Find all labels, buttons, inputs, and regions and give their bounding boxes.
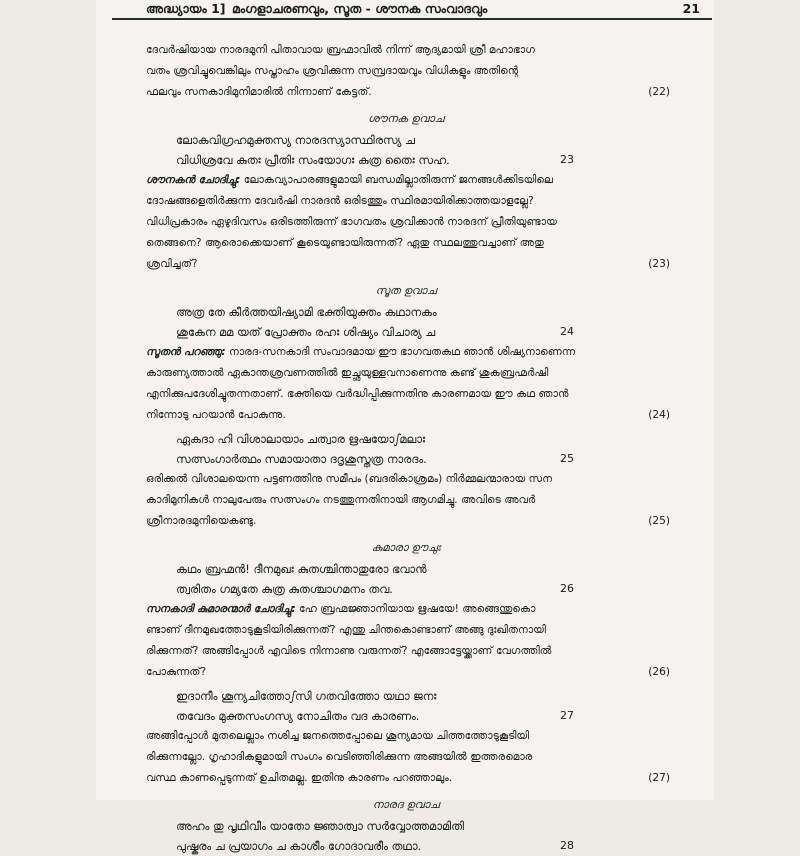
verse-text: തവേദം മുക്തസംഗസ്യ നോചിതം വദ കാരണം. xyxy=(176,709,420,723)
prose-line: ലോകവ്യാപാരങ്ങളുമായി ബന്ധമില്ലാതിരുന്ന് ജനങ്ങൾക്കിടയിലെ xyxy=(240,174,553,186)
speaker-lead: സനകാദി കുമാരന്മാർ ചോദിച്ചു: xyxy=(146,603,296,615)
prose-line: ഫലവും സനകാദിമുനിമാരിൽ നിന്നാണ് കേട്ടത്. xyxy=(146,86,372,98)
verse-line xyxy=(176,130,666,150)
translation-paragraph xyxy=(146,469,670,532)
verse-line xyxy=(176,322,666,342)
running-header xyxy=(96,0,714,18)
translation-paragraph xyxy=(146,170,670,275)
translation-paragraph xyxy=(146,599,670,683)
verse-line xyxy=(176,816,666,836)
verse-line xyxy=(176,686,666,706)
paragraph-gap xyxy=(146,103,666,106)
speaker-lead: ശൗനകൻ ചോദിച്ചു: xyxy=(146,174,241,186)
prose-line: തെങ്ങനെ? ആരൊക്കെയാണ് കൂടെയുണ്ടായിരുന്നത്? ഏതു സ്ഥലത്തുവച്ചാണ് അതു xyxy=(146,237,544,249)
translation-paragraph xyxy=(146,726,670,789)
chapter-label: അദ്ധ്യായം 1] xyxy=(146,1,226,16)
verse-text: ഏകദാ ഹി വിശാലായാം ചത്വാര ഋഷയോഽമലാഃ xyxy=(176,432,426,446)
prose-line: വസ്ഥ കാണപ്പെടുന്നത് ഉചിതമല്ല. ഇതിനു കാരണം പറഞ്ഞാലും. xyxy=(146,772,453,784)
verse-line xyxy=(176,302,666,322)
section-heading: നാരദ ഉവാച xyxy=(372,798,440,811)
verse-text: വിധിശ്രവേ കുതഃ പ്രീതിഃ സംയോഗഃ കുത്ര തൈഃ സഹ. xyxy=(176,153,450,167)
prose-line: രിക്കുന്നല്ലോ. ഗൃഹാദികളുമായി സംഗം വെടിഞ്ഞിരിക്കുന്ന അങ്ങയിൽ ഇത്തരമൊര xyxy=(146,751,533,763)
verse-text: ത്വരിതം ഗമ്യതേ കുത്ര കുതശ്ചാഗമനം തവ. xyxy=(176,582,393,596)
verse-number: 23 xyxy=(560,153,574,166)
prose-line: കാദിമുനികൾ നാലുപേരും സത്സംഗം നടത്തുന്നതിനായി ആഗമിച്ചു. അവിടെ അവർ xyxy=(146,494,536,506)
verse-text: ഇദാനീം ശൂന്യചിത്തോഽസി ഗതവിത്തോ യഥാ ജനഃ xyxy=(176,689,437,703)
verse-text: സത്സംഗാർത്ഥം സമായാതാ ദദൃശുസ്തത്ര നാരദം. xyxy=(176,452,427,466)
section-heading: കുമാരാ ഊചുഃ xyxy=(371,541,441,554)
verse-line xyxy=(176,429,666,449)
paragraph-gap xyxy=(146,789,666,792)
verse-line xyxy=(176,449,666,469)
verse-number: 24 xyxy=(560,325,574,338)
verse-line xyxy=(176,559,666,579)
prose-line: ശ്രീനാരദമുനിയെകണ്ടു. xyxy=(146,515,257,527)
prose-line: രിക്കുന്നത്? അങ്ങിപ്പോൾ എവിടെ നിന്നാണു വരുന്നത്? എങ്ങോട്ടേയ്ക്കാണ് വേഗത്തിൽ xyxy=(146,645,552,657)
paragraph-number: (27) xyxy=(648,772,670,784)
prose-line: ശ്രവിച്ചത്? xyxy=(146,258,198,270)
verse-text: ലോകവിഗ്രഹമുക്തസ്യ നാരദസ്യാസ്ഥിരസ്യ ച xyxy=(176,133,415,147)
paragraph-number: (26) xyxy=(648,666,670,678)
paragraph-number: (25) xyxy=(648,515,670,527)
prose-line: നാരദ-സനകാദി സംവാദമായ ഈ ഭാഗവതകഥ ഞാൻ ശിഷ്യനാണെന്ന xyxy=(225,346,576,358)
verse-line xyxy=(176,579,666,599)
verse-number: 28 xyxy=(560,839,574,852)
section-heading: ശൗനക ഉവാച xyxy=(368,112,444,125)
verse-line xyxy=(176,706,666,726)
paragraph-gap xyxy=(146,275,666,278)
header-rule xyxy=(112,18,712,20)
prose-line: ഹേ ബ്രഹ്മജ്ഞാനിയായ ഋഷയേ! അങ്ങെന്തുകൊ xyxy=(295,603,536,615)
prose-line: നിന്നോടു പറയാൻ പോകുന്നു. xyxy=(146,409,286,421)
verse-line xyxy=(176,150,666,170)
verse-number: 25 xyxy=(560,452,574,465)
prose-line: വിധിപ്രകാരം ഏഴുദിവസം ഒരിടത്തിരുന്ന് ഭാഗവതം ശ്രവിക്കാൻ നാരദന് പ്രീതിയുണ്ടായ xyxy=(146,216,557,228)
verse-number: 26 xyxy=(560,582,574,595)
translation-paragraph xyxy=(146,342,670,426)
paragraph-number: (22) xyxy=(648,86,670,98)
verse-text: അത്ര തേ കീർത്തയിഷ്യാമി ഭക്തിയുക്തം കഥാനകം xyxy=(176,305,437,319)
prose-line: അങ്ങിപ്പോൾ മുതലെല്ലാം നശിച്ച ജനത്തെപ്പോലെ ശൂന്യമായ ചിത്തത്തോടുകൂടിയി xyxy=(146,730,530,742)
prose-line: ദോഷങ്ങളെതിർക്കുന്ന ദേവർഷി നാരദൻ ഒരിടത്തും സ്ഥിരമായിരിക്കാത്തയാളല്ലേ? xyxy=(146,195,534,207)
verse-line xyxy=(176,836,666,856)
section-heading: സൂത ഉവാച xyxy=(375,284,437,297)
verse-text: അഹം തു പൃഥിവീം യാതോ ജ്ഞാത്വാ സർവ്വോത്തമാമിതി xyxy=(176,819,465,833)
page-content xyxy=(146,40,670,856)
prose-line: എനിക്കുപദേശിച്ചുതന്നതാണ്. ഭക്തിയെ വർദ്ധിപ്പിക്കുന്നതിനു കാരണമായ ഈ കഥ ഞാൻ xyxy=(146,388,569,400)
translation-paragraph xyxy=(146,40,670,103)
chapter-title: മംഗളാചരണവും, സൂത - ശൗനക സംവാദവും xyxy=(232,1,488,16)
prose-line: ണ്ടാണ് ദീനമുഖത്തോടുകൂടിയിരിക്കുന്നത്? എന്തു ചിന്തകൊണ്ടാണ് അങ്ങു ദുഃഖിതനായി xyxy=(146,624,546,636)
prose-line: പോകുന്നത്? xyxy=(146,666,207,678)
prose-line: കാരുണ്യത്താൽ ഏകാന്തശ്രവണത്തിൽ ഇച്ഛയുള്ളവനാണെന്നു കണ്ട് ശുകബ്രഹ്മർഷി xyxy=(146,367,549,379)
paragraph-gap xyxy=(146,532,666,535)
verse-number: 27 xyxy=(560,709,574,722)
verse-text: പുഷ്കരം ച പ്രയാഗം ച കാശീം ഗോദാവരീം തഥാ. xyxy=(176,839,422,853)
verse-text: ശുകേന മമ യത് പ്രോക്തം രഹഃ ശിഷ്യം വിചാര്യ ച xyxy=(176,325,436,339)
page-number: 21 xyxy=(682,1,700,16)
prose-line: ദേവർഷിയായ നാരദമുനി പിതാവായ ബ്രഹ്മാവിൽ നിന്ന് ആദ്യമായി ശ്രീ മഹാഭാഗ xyxy=(146,44,535,56)
prose-line: വതം ശ്രവിച്ചുവെങ്കിലും സപ്താഹം ശ്രവിക്കുന്ന സമ്പ്രദായവും വിധികളും അതിന്റെ xyxy=(146,65,519,77)
speaker-lead: സൂതൻ പറഞ്ഞു: xyxy=(146,346,226,358)
verse-text: കഥം ബ്രഹ്മൻ! ദീനമുഖഃ കുതശ്ചിന്താതുരോ ഭവാൻ xyxy=(176,562,427,576)
prose-line: ഒരിക്കൽ വിശാലയെന്ന പട്ടണത്തിനു സമീപം (ബദരികാശ്രമം) നിർമ്മലന്മാരായ സന xyxy=(146,473,553,485)
paragraph-number: (24) xyxy=(648,409,670,421)
paragraph-number: (23) xyxy=(648,258,670,270)
